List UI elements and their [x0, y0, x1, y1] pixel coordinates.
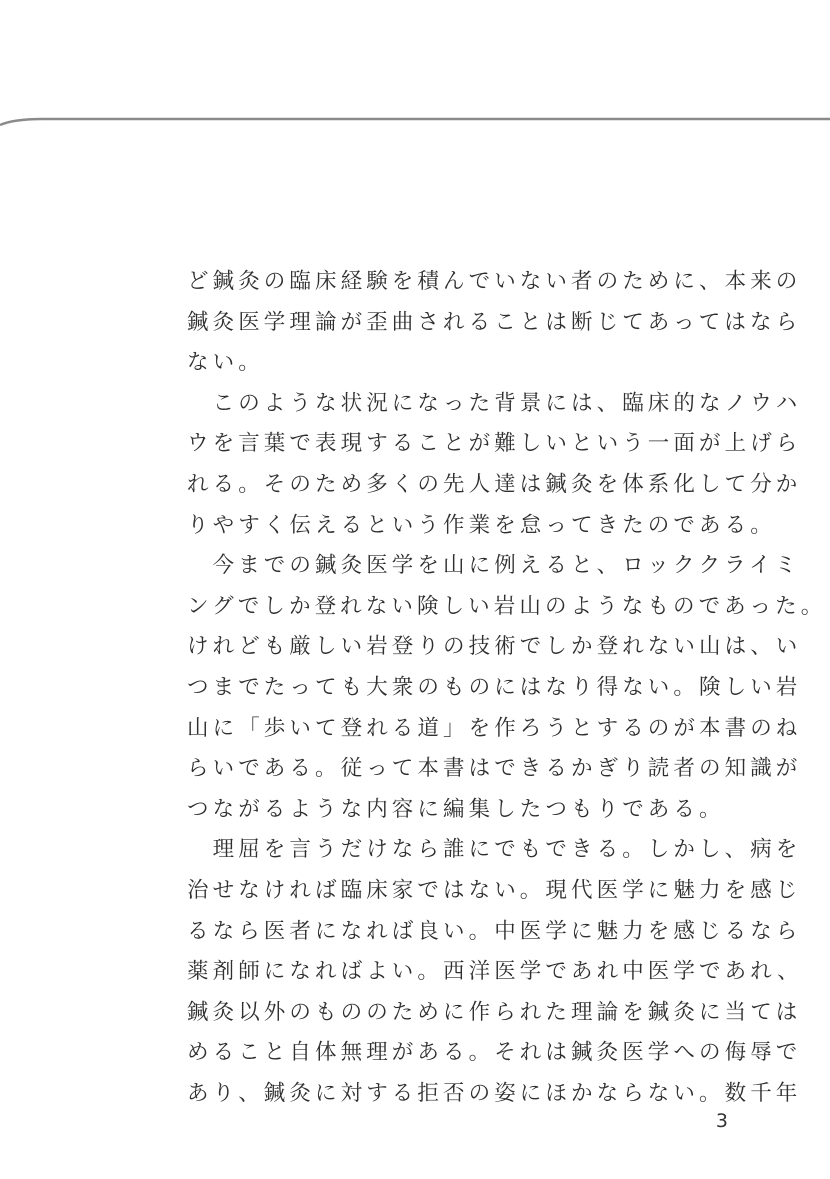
text-line: 治せなければ臨床家ではない。現代医学に魅力を感じ: [187, 877, 802, 903]
text-line: 鍼灸医学理論が歪曲されることは断じてあってはなら: [187, 309, 802, 335]
text-line: ない。: [187, 350, 264, 376]
text-line: ングでしか登れない険しい岩山のようなものであった。: [187, 593, 827, 619]
text-line: あり、鍼灸に対する拒否の姿にほかならない。数千年: [187, 1080, 802, 1106]
text-line: るなら医者になれば良い。中医学に魅力を感じるなら: [187, 918, 802, 944]
text-line: りやすく伝えるという作業を怠ってきたのである。: [187, 512, 776, 538]
header-rule: [0, 114, 830, 128]
text-line: つまでたっても大衆のものにはなり得ない。険しい岩: [187, 674, 802, 700]
text-line: けれども厳しい岩登りの技術でしか登れない山は、い: [187, 634, 802, 660]
text-line: このような状況になった背景には、臨床的なノウハ: [187, 390, 802, 416]
text-line: らいである。従って本書はできるかぎり読者の知識が: [187, 756, 802, 782]
text-line: ウを言葉で表現することが難しいという一面が上げら: [187, 431, 802, 457]
text-line: 鍼灸以外のもののために作られた理論を鍼灸に当ては: [187, 999, 802, 1025]
text-line: 今までの鍼灸医学を山に例えると、ロッククライミ: [187, 553, 801, 579]
text-line: 山に「歩いて登れる道」を作ろうとするのが本書のね: [187, 715, 802, 741]
text-line: れる。そのため多くの先人達は鍼灸を体系化して分か: [187, 471, 802, 497]
text-line: ど鍼灸の臨床経験を積んでいない者のために、本来の: [187, 269, 802, 294]
text-line: つながるような内容に編集したつもりである。: [187, 796, 725, 822]
page-number: 3: [715, 1110, 728, 1132]
body-text: [187, 262, 827, 1114]
text-line: 薬剤師になればよい。西洋医学であれ中医学であれ、: [187, 959, 803, 985]
text-line: 理屈を言うだけなら誰にでもできる。しかし、病を: [187, 837, 802, 863]
text-line: めること自体無理がある。それは鍼灸医学への侮辱で: [187, 1040, 802, 1066]
